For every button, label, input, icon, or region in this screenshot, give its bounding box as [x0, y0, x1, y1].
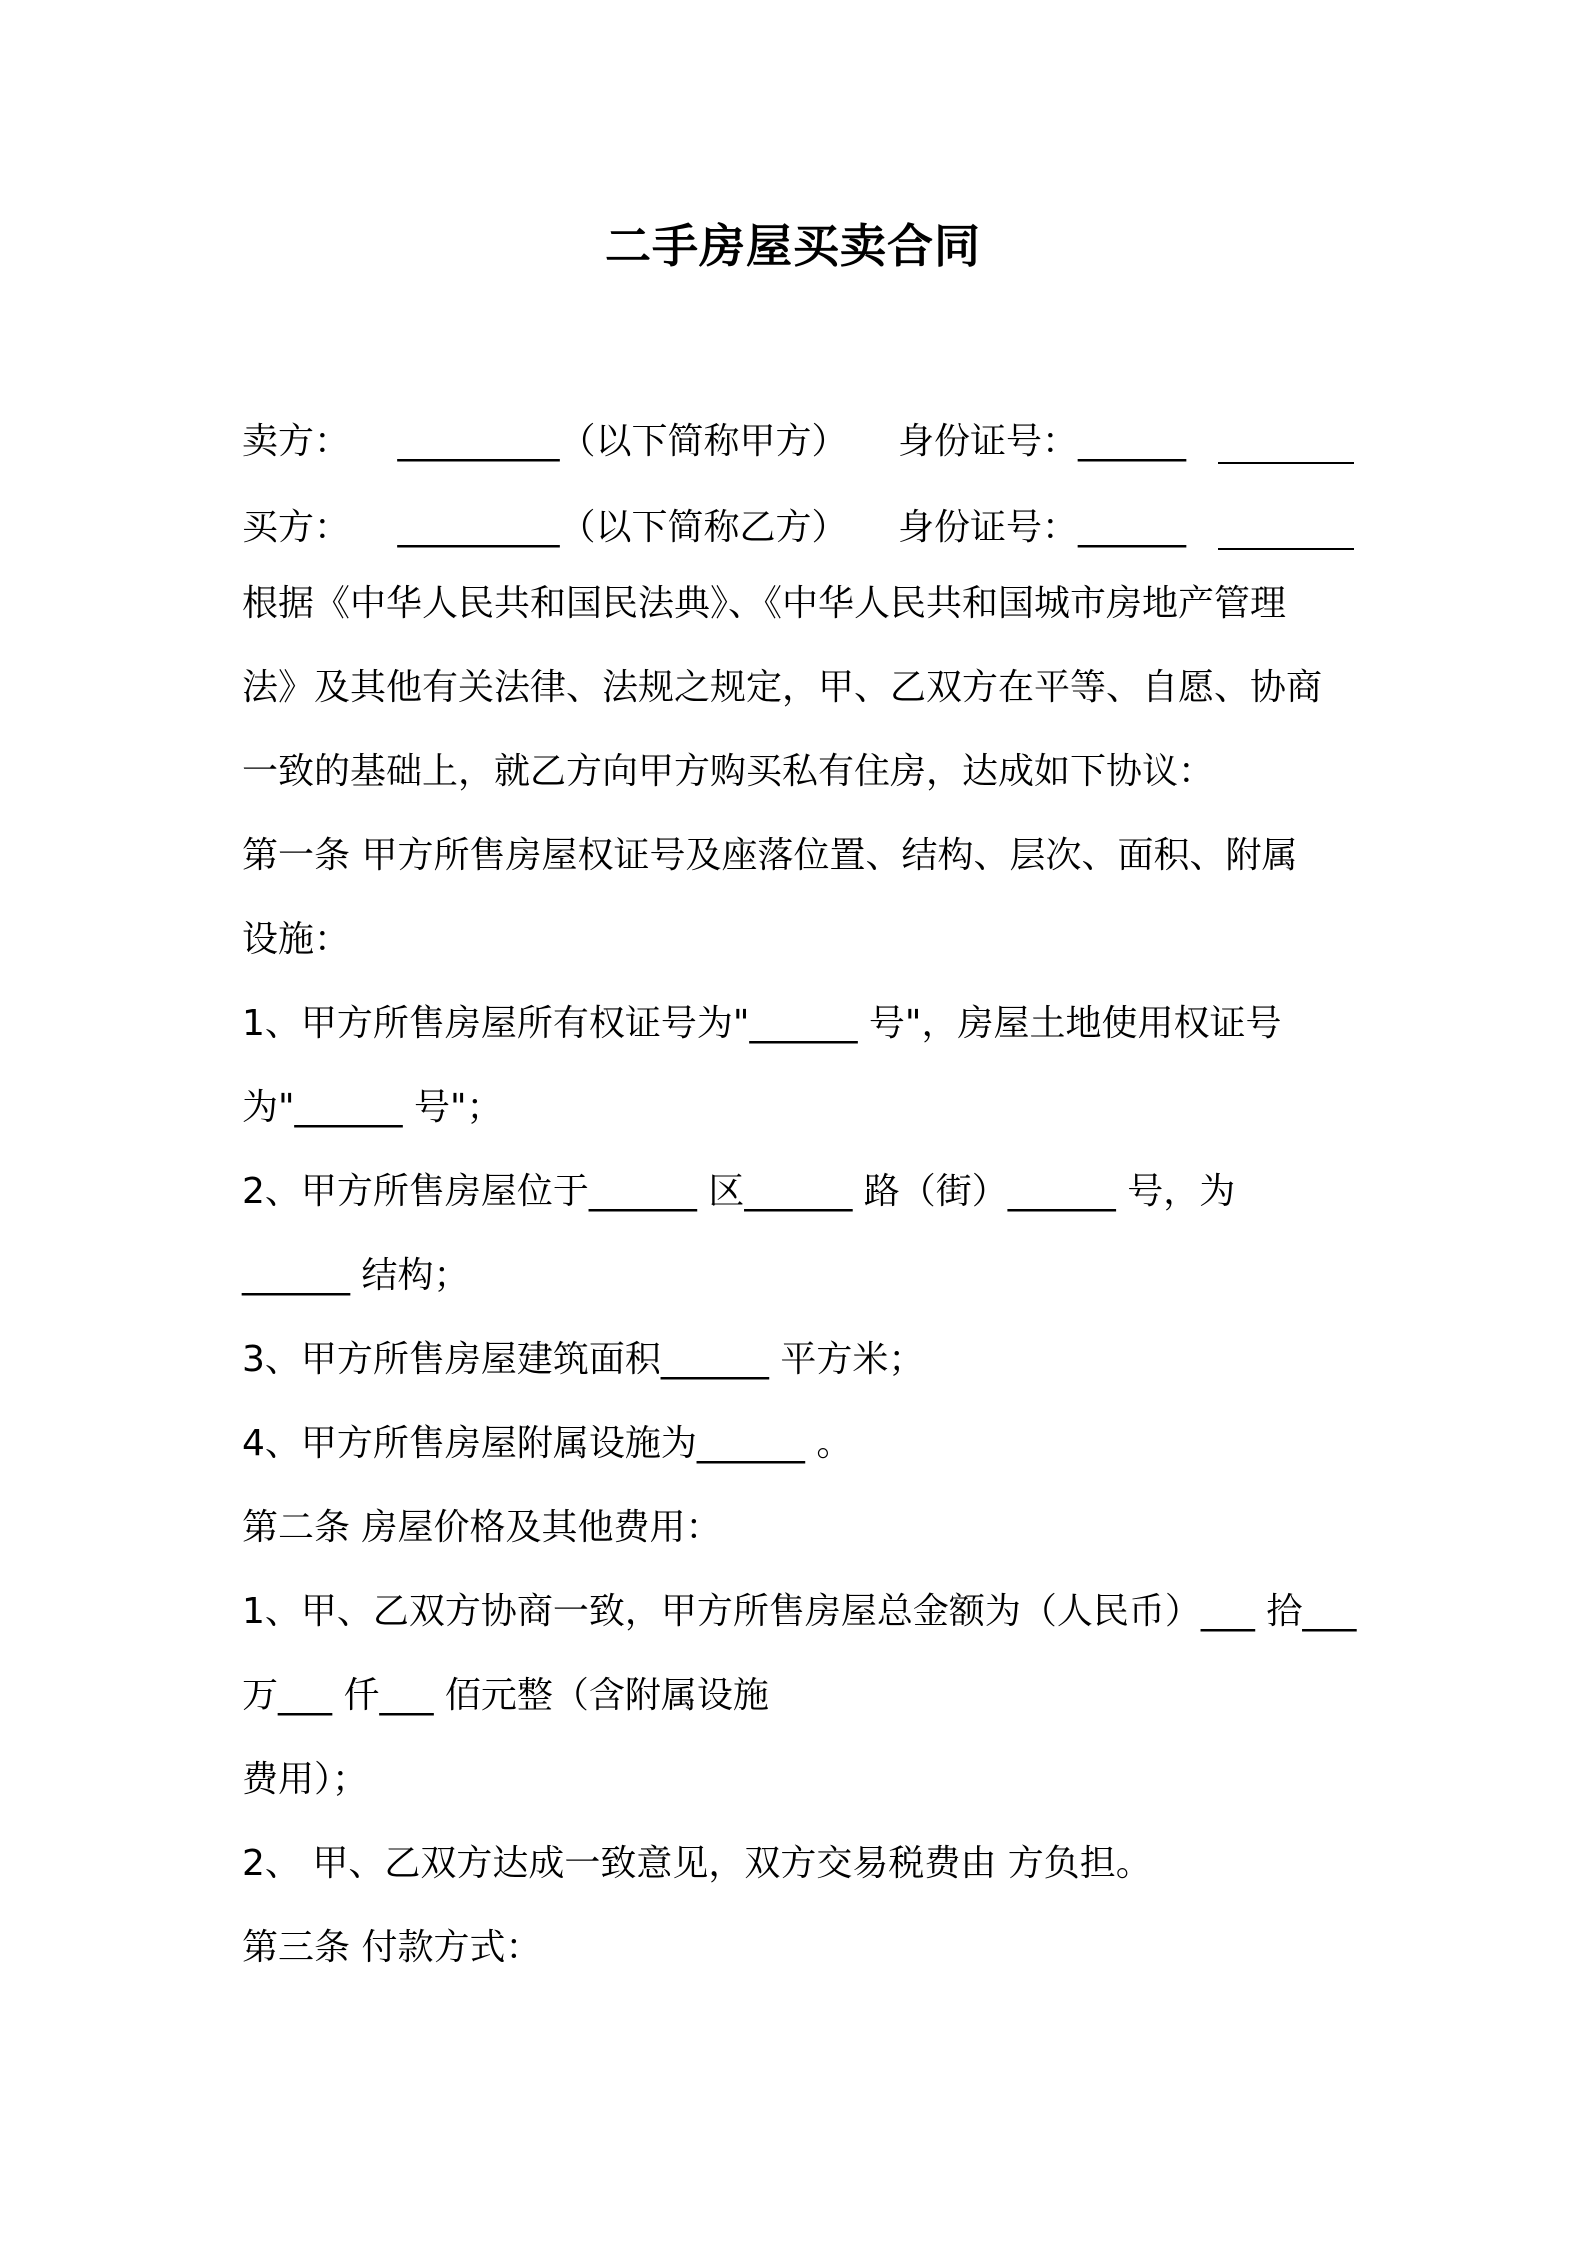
article-one-item-1: 1、甲方所售房屋所有权证号为"______ 号"，房屋土地使用权证号 [242, 1003, 1282, 1044]
article-two-item-2: 2、 甲、乙双方达成一致意见，双方交易税费由 方负担。 [242, 1843, 1152, 1884]
body-line-preamble-2: 法》及其他有关法律、法规之规定，甲、乙双方在平等、自愿、协商 [242, 667, 1323, 708]
article-one-heading: 第一条 甲方所售房屋权证号及座落位置、结构、层次、面积、附属 [242, 835, 1298, 876]
buyer-blank: _________（以下简称乙方） [397, 507, 848, 548]
article-one-item-2-cont: ______ 结构； [242, 1255, 470, 1296]
seller-label: 卖方： [242, 421, 351, 462]
article-one-heading-cont: 设施： [242, 919, 351, 960]
seller-id-number: 身份证号：______ [898, 421, 1187, 462]
article-two-item-1-cont-2: 费用）； [242, 1759, 369, 1800]
article-one-item-4: 4、甲方所售房屋附属设施为______ 。 [242, 1423, 853, 1464]
seller-blank: _________（以下简称甲方） [397, 421, 848, 462]
seller-id-rule [1218, 462, 1354, 464]
article-two-heading: 第二条 房屋价格及其他费用： [242, 1507, 722, 1548]
article-one-item-1-cont: 为"______ 号"； [242, 1087, 503, 1128]
document-title: 二手房屋买卖合同 [605, 219, 981, 273]
buyer-id-number: 身份证号：______ [898, 507, 1187, 548]
buyer-label: 买方： [242, 507, 351, 548]
article-three-heading: 第三条 付款方式： [242, 1927, 542, 1968]
article-one-item-2: 2、甲方所售房屋位于______ 区______ 路（街）______ 号，为 [242, 1171, 1236, 1212]
article-two-item-1-cont: 万___ 仟___ 佰元整（含附属设施 [242, 1675, 769, 1716]
article-one-item-3: 3、甲方所售房屋建筑面积______ 平方米； [242, 1339, 925, 1380]
body-line-preamble-3: 一致的基础上，就乙方向甲方购买私有住房，达成如下协议： [242, 751, 1215, 792]
article-two-item-1: 1、甲、乙双方协商一致，甲方所售房屋总金额为（人民币）___ 拾___ [242, 1591, 1357, 1632]
buyer-id-rule [1218, 548, 1354, 550]
body-line-preamble-1: 根据《中华人民共和国民法典》、《中华人民共和国城市房地产管理 [242, 583, 1287, 624]
